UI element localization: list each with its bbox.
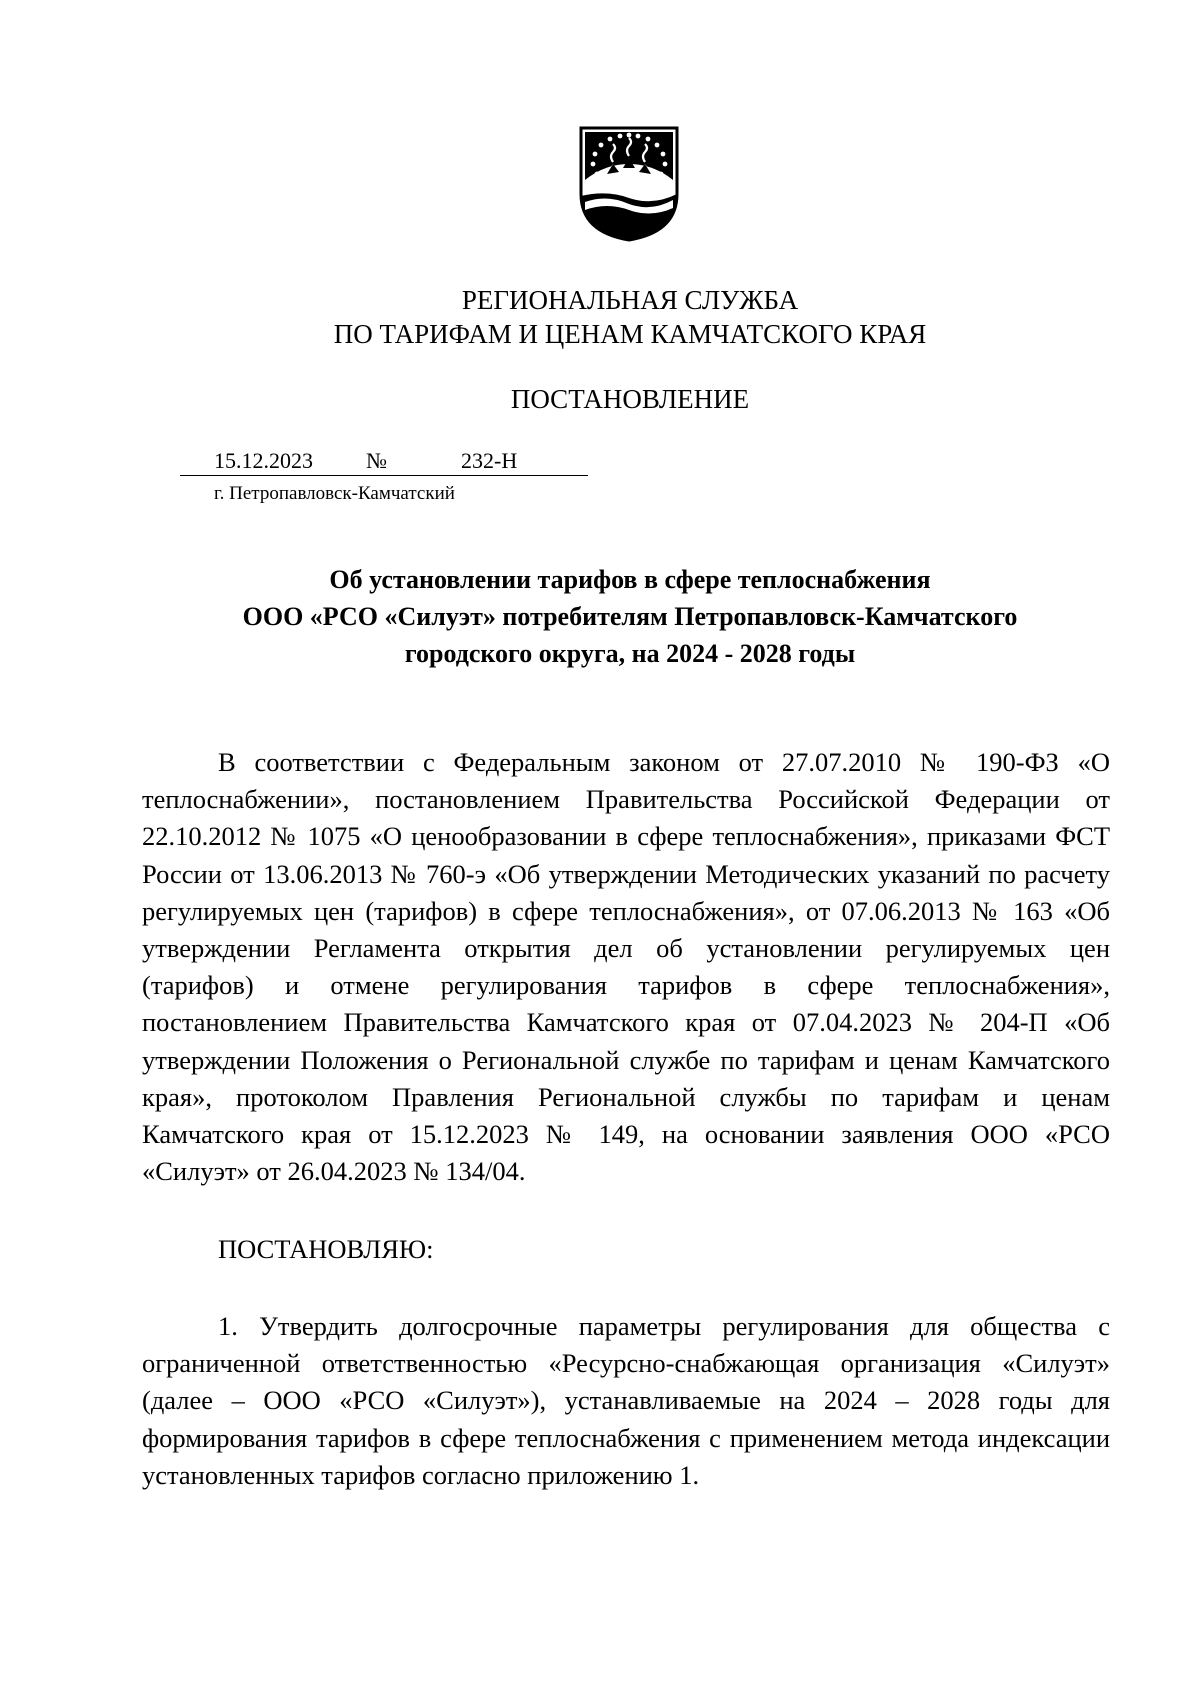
org-name-line1: РЕГИОНАЛЬНАЯ СЛУЖБА	[461, 285, 799, 315]
item-1-paragraph: 1. Утвердить долгосрочные параметры регулирования для общества с ограниченной ответственностью «Ресурсно-снабжающая организация «Силуэт» (далее – ООО «РСО «Силуэт»), устанавливаемые на 2024 – 2028 годы для формирования тарифов в сфере теплоснабжения с применением метода индексации установленных тарифов согласно приложению 1.	[142, 1311, 1110, 1490]
city-name: г. Петропавловск-Камчатский	[214, 483, 455, 504]
preamble-paragraph: В соответствии с Федеральным законом от 27.07.2010 № 190-ФЗ «О теплоснабжении», постановлением Правительства Российской Федерации от 22.10.2012 № 1075 «О ценообразовании в сфере теплоснабжения», приказами ФСТ России от 13.06.2013 № 760-э «Об утверждении Методических указаний по расчету регулируемых цен (тарифов) в сфере теплоснабжения», от 07.06.2013 № 163 «Об утверждении Регламента открытия дел об установлении регулируемых цен (тарифов) и отмене регулирования тарифов в сфере теплоснабжения», постановлением Правительства Камчатского края от 07.04.2023 № 204-П «Об утверждении Положения о Региональной службе по тарифам и ценам Камчатского края», протоколом Правления Региональной службы по тарифам и ценам Камчатского края от 15.12.2023 № 149, на основании заявления ООО «РСО «Силуэт» от 26.04.2023 № 134/04.	[142, 747, 1110, 1187]
document-date: 15.12.2023	[214, 448, 313, 473]
document-title-line2: ООО «РСО «Силуэт» потребителям Петропавловск-Камчатского	[242, 602, 1018, 631]
document-title-line1: Об установлении тарифов в сфере теплоснабжения	[329, 565, 931, 594]
org-name-line2: ПО ТАРИФАМ И ЦЕНАМ КАМЧАТСКОГО КРАЯ	[333, 319, 927, 349]
resolve-heading: ПОСТАНОВЛЯЮ:	[218, 1234, 434, 1264]
number-sign: №	[366, 448, 387, 473]
date-number-line	[180, 447, 588, 476]
document-type: ПОСТАНОВЛЕНИЕ	[510, 384, 750, 414]
kamchatka-coat-of-arms-icon	[577, 124, 681, 242]
document-number: 232-Н	[461, 448, 518, 473]
document-title-line3: городского округа, на 2024 - 2028 годы	[404, 639, 856, 668]
